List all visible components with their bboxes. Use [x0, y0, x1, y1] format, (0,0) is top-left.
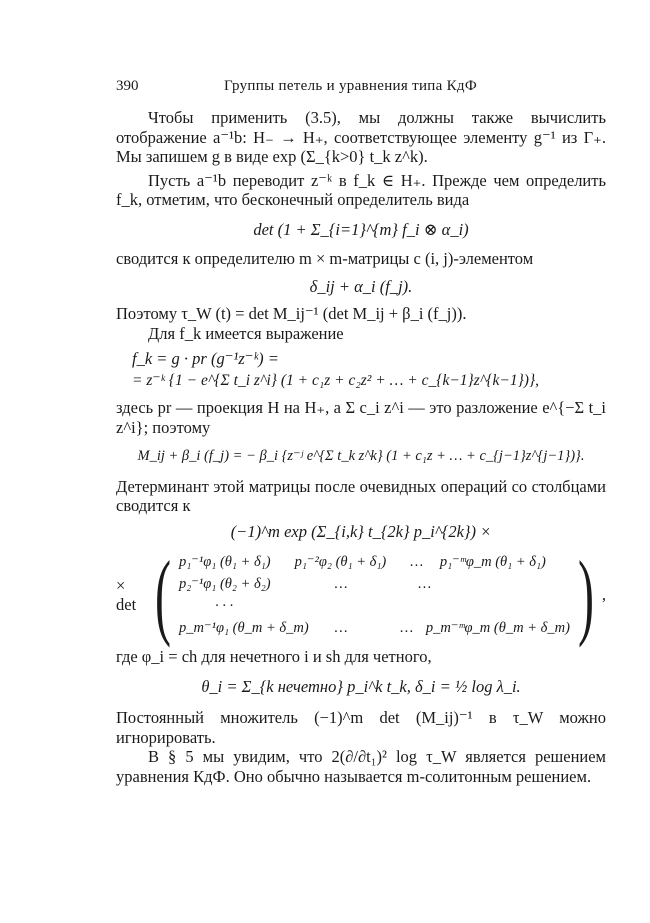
determinant-matrix: × det ( p₁⁻¹φ₁ (θ₁ + δ₁) p₁⁻²φ₂ (θ₁ + δ₁) … p₁⁻ᵐφ_m (θ₁ + δ₁) p₂⁻¹φ₁ (θ₂ + δ₂) … … · · · p_m⁻¹φ₁ (θ_m + δ_m) … … p_m⁻ᵐφ_m (θ_m + δ_m) ) ,	[116, 541, 606, 648]
paragraph-5: Для f_k имеется выражение	[148, 323, 344, 343]
equation-exp: (−1)^m exp (Σ_{i,k} t_{2k} p_i^{2k}) ×	[230, 521, 492, 541]
right-paren: )	[577, 541, 594, 648]
paragraph-10: В § 5 мы увидим, что 2(∂/∂t₁)² log τ_W является решением уравнения КдФ. Оно обычно называется m-солитонным решением.	[116, 747, 606, 786]
page-body	[116, 108, 606, 786]
matrix-row	[179, 573, 570, 595]
equation-fk-1: f_k = g · pr (g⁻¹z⁻ᵏ) =	[132, 349, 279, 368]
running-title: Группы петель и уравнения типа КдФ	[224, 78, 477, 94]
matrix-cell: p_m⁻ᵐφ_m (θ_m + δ_m)	[425, 620, 570, 636]
matrix-cell: …	[334, 576, 348, 592]
matrix-cell: · · ·	[214, 598, 234, 614]
matrix-cell: …	[410, 554, 424, 570]
equation-fk-2: = z⁻ᵏ {1 − e^{Σ t_i z^i} (1 + c₁z + c₂z² + … + c_{k−1}z^{k−1})},	[132, 371, 540, 389]
matrix-cell: p₁⁻ᵐφ_m (θ₁ + δ₁)	[439, 554, 546, 570]
matrix-row	[179, 595, 570, 617]
matrix-cell: …	[334, 620, 348, 636]
matrix-cell: p₁⁻¹φ₁ (θ₁ + δ₁)	[178, 554, 271, 570]
paragraph-2: Пусть a⁻¹b переводит z⁻ᵏ в f_k ∈ H₊. Прежде чем определить f_k, отметим, что бесконечный определитель вида	[116, 170, 606, 209]
matrix-cell: …	[418, 576, 432, 592]
paragraph-1: Чтобы применить (3.5), мы должны также вычислить отображение a⁻¹b: H₋ → H₊, соответствующее элементу g⁻¹ из Γ₊. Мы запишем g в виде exp (Σ_{k>0} t_k z^k).	[116, 108, 606, 166]
paragraph-3: сводится к определителю m × m-матрицы с (i, j)-элементом	[116, 249, 534, 268]
paragraph-8: где φ_i = ch для нечетного i и sh для четного,	[116, 647, 432, 666]
equation-theta: θ_i = Σ_{k нечетно} p_i^k t_k, δ_i = ½ log λ_i.	[201, 676, 521, 696]
matrix-cell: p₂⁻¹φ₁ (θ₂ + δ₂)	[178, 576, 271, 592]
matrix-row	[179, 551, 570, 573]
matrix-cell: …	[400, 620, 414, 636]
equation-det: det (1 + Σ_{i=1}^{m} f_i ⊗ α_i)	[253, 219, 469, 239]
det-label: × det	[116, 575, 137, 614]
paragraph-4: Поэтому τ_W (t) = det M_ij⁻¹ (det M_ij + β_i (f_j)).	[116, 304, 467, 323]
matrix-cell: p₁⁻²φ₂ (θ₁ + δ₁)	[294, 554, 387, 570]
paragraph-6: здесь pr — проекция H на H₊, а Σ c_i z^i — это разложение e^{−Σ t_i z^i}; поэтому	[116, 398, 606, 437]
left-paren: (	[155, 541, 171, 648]
equation-M: M_ij + β_i (f_j) = − β_i {z⁻ʲ e^{Σ t_k z^k} (1 + c₁z + … + c_{j−1}z^{j−1})}.	[137, 448, 585, 464]
matrix-body	[179, 551, 570, 639]
paragraph-9: Постоянный множитель (−1)^m det (M_ij)⁻¹ в τ_W можно игнорировать.	[116, 708, 606, 747]
equation-delta: δ_ij + α_i (f_j).	[309, 276, 413, 296]
matrix-row	[179, 617, 570, 639]
page-header	[116, 78, 606, 100]
matrix-cell: p_m⁻¹φ₁ (θ_m + δ_m)	[178, 620, 309, 636]
page-number: 390	[116, 78, 139, 94]
paragraph-7: Детерминант этой матрицы после очевидных операций со столбцами сводится к	[116, 476, 606, 515]
